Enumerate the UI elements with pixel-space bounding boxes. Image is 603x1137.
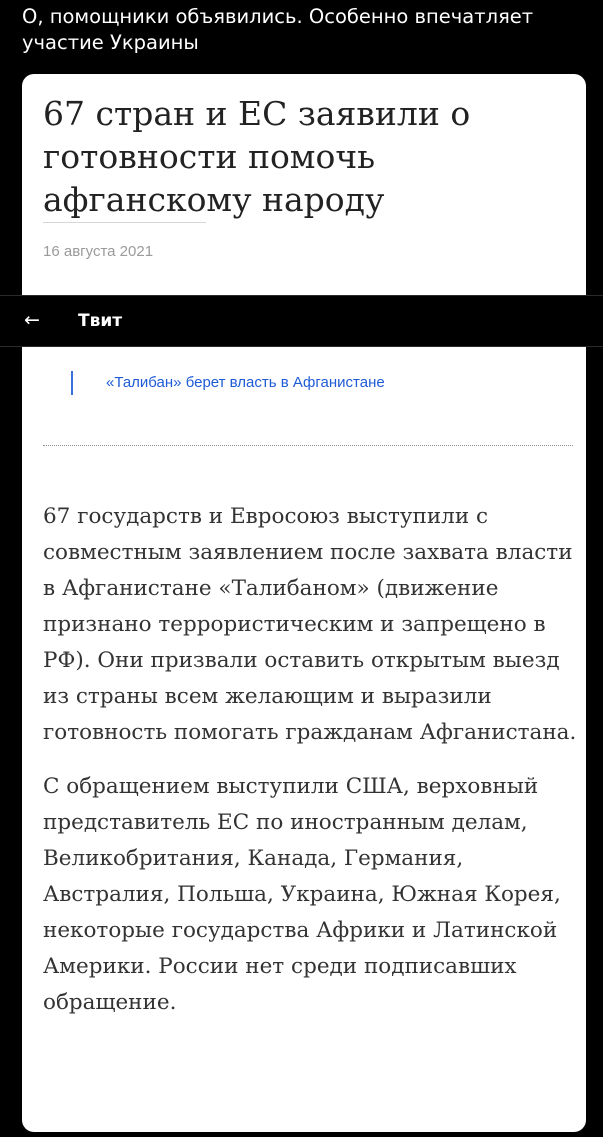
section-divider — [43, 445, 573, 446]
article-body — [43, 499, 583, 1039]
article-headline: 67 стран и ЕС заявили о готовности помочь афганскому народу — [43, 94, 471, 219]
article-screenshot-top — [22, 74, 586, 314]
headline-divider — [43, 222, 206, 223]
article-screenshot-body — [22, 347, 586, 1132]
article-date: 16 августа 2021 — [43, 243, 154, 260]
related-link-marker — [71, 371, 73, 395]
article-paragraph: 67 государств и Евросоюз выступили с совместным заявлением после захвата власти в Афганистане «Талибаном» (движение признано террористическим и запрещено в РФ). Они призвали оставить открытым выезд из страны всем желающим и выразили готовность помогать гражданам Афганистана. — [43, 504, 577, 745]
article-paragraph: С обращением выступили США, верховный представитель ЕС по иностранным делам, Великобритания, Канада, Германия, Австралия, Польша, Украина, Южная Корея, некоторые государства Африки и Латинской Америки. России нет среди подписавших обращение. — [43, 774, 561, 1015]
arrow-left-icon[interactable]: ← — [24, 309, 40, 331]
related-article-link[interactable]: «Талибан» берет власть в Афганистане — [106, 374, 385, 391]
page-title: Твит — [78, 311, 123, 331]
tweet-header-bar — [0, 295, 603, 347]
post-caption: О, помощники объявились. Особенно впечатляет участие Украины — [22, 5, 534, 54]
